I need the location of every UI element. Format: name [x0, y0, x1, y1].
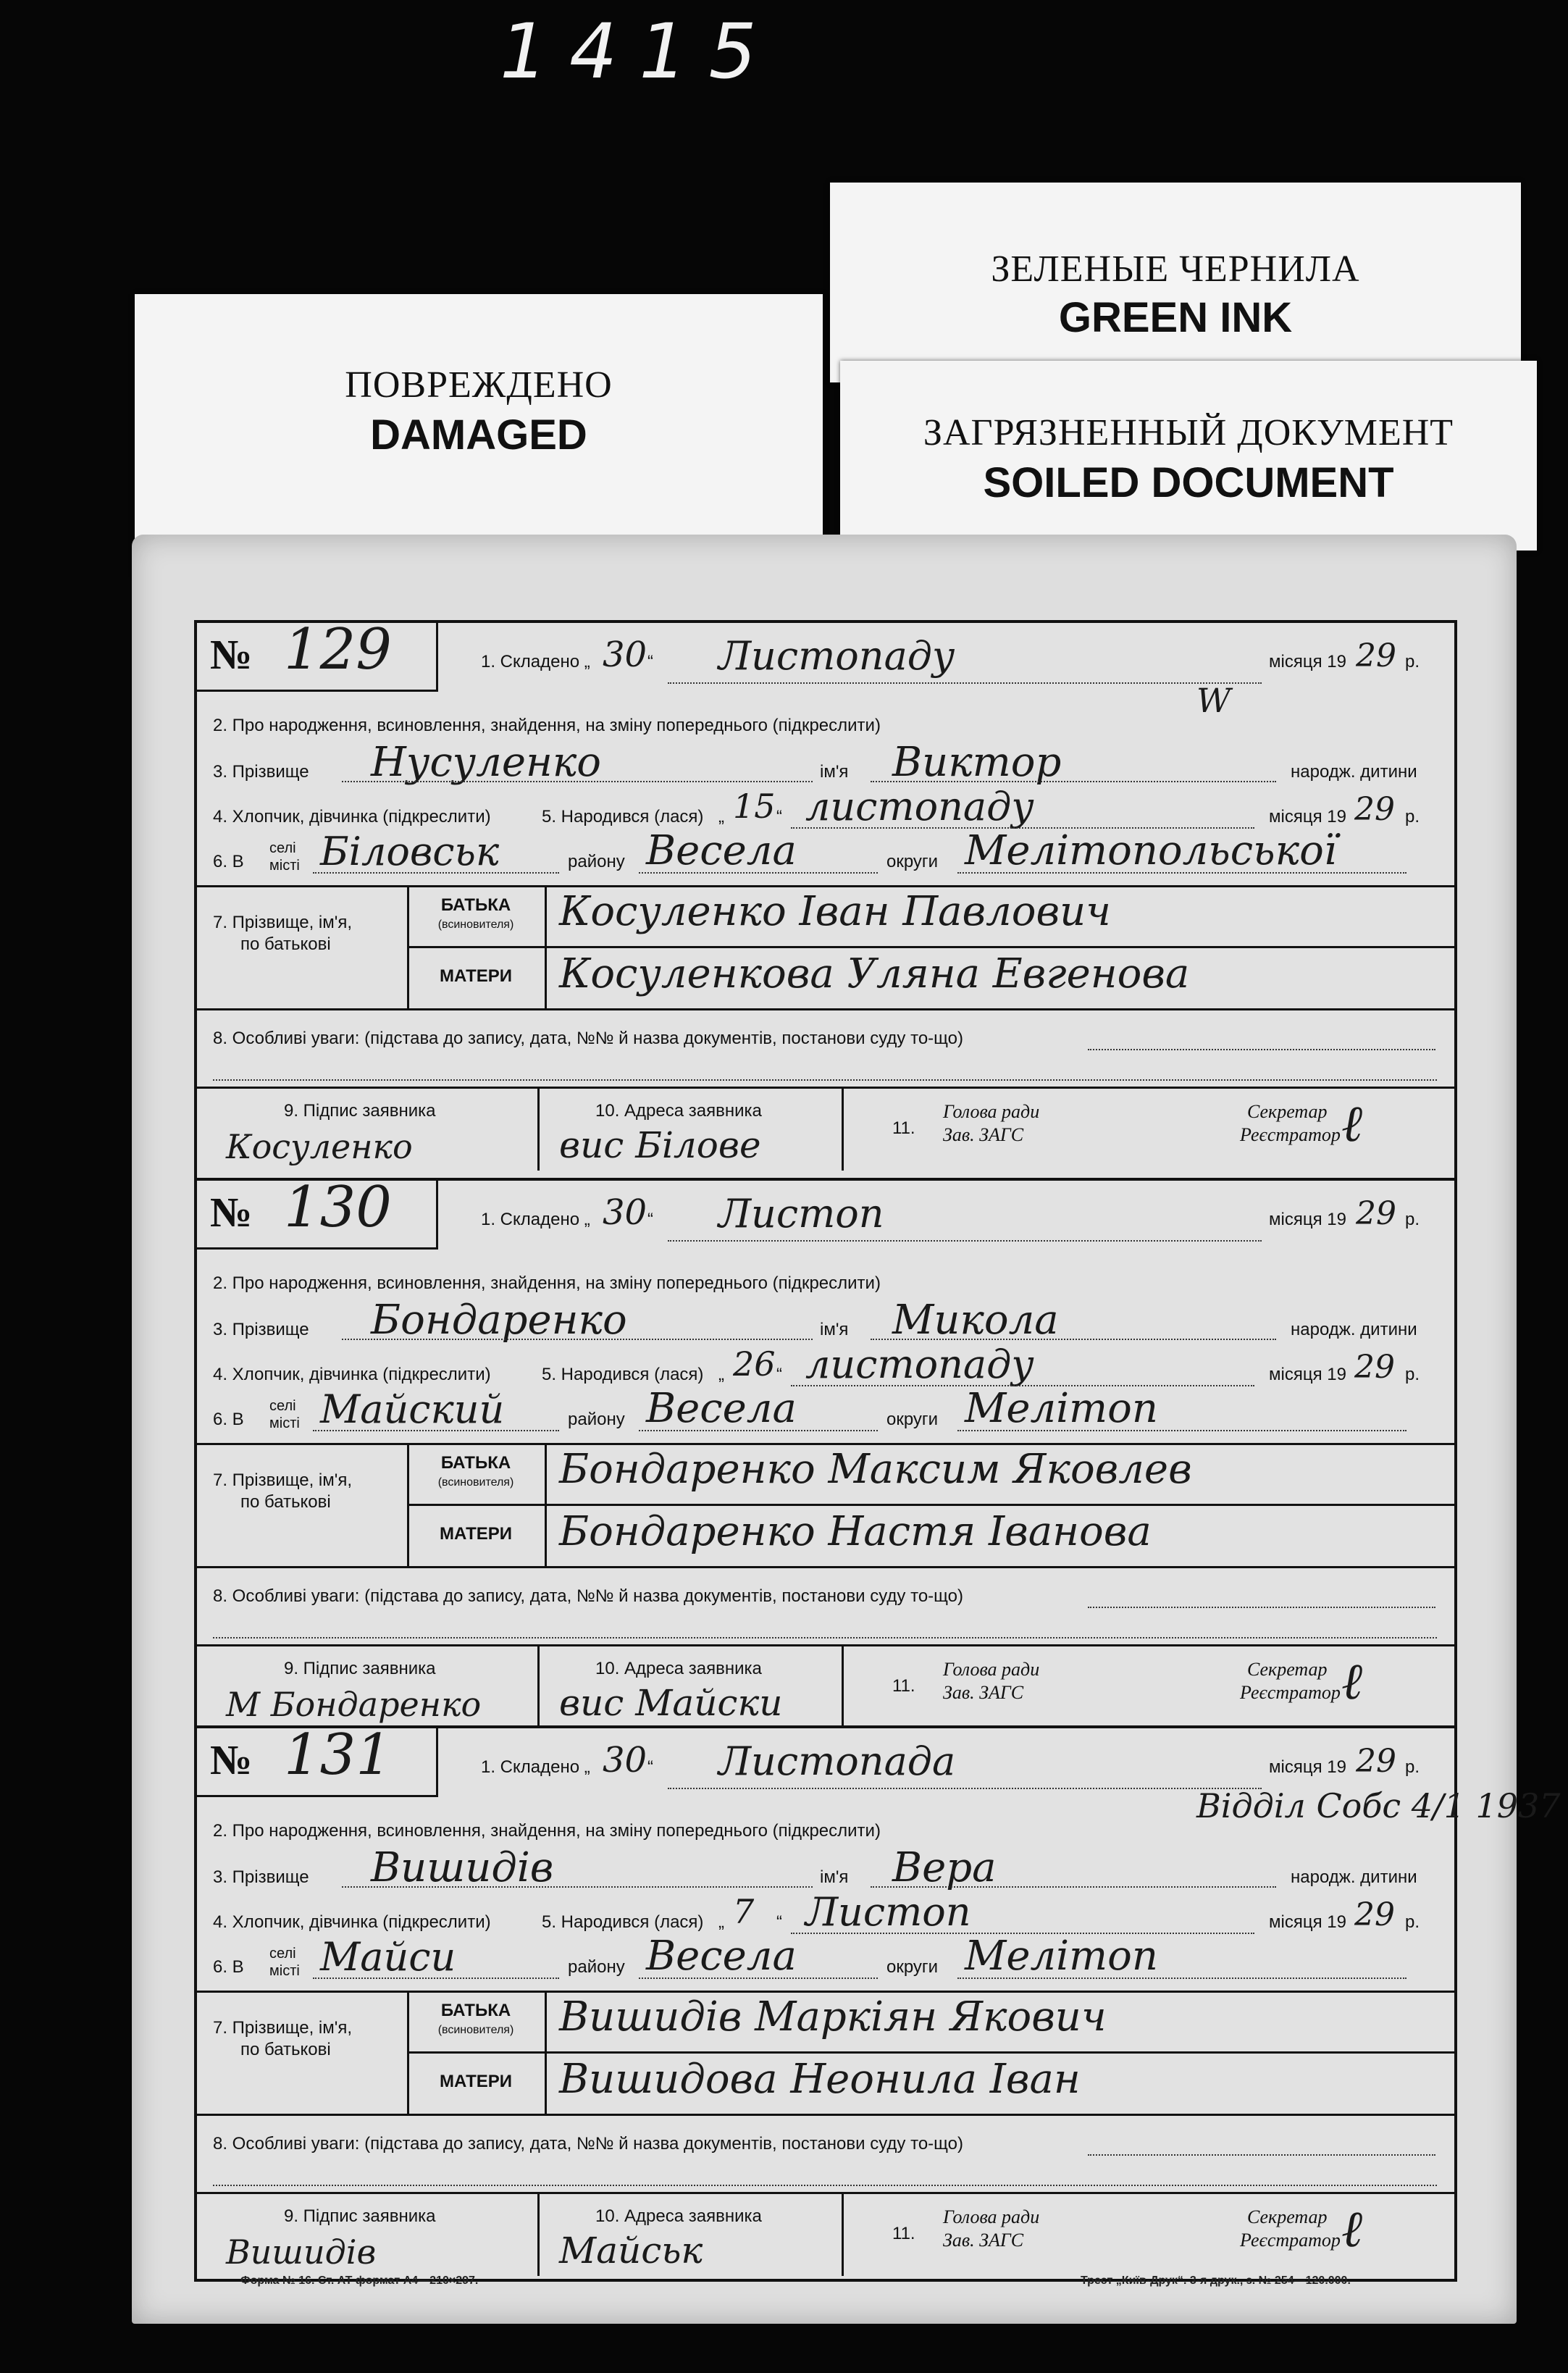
notes-label: 8. Особливі уваги: (підстава до запису, дата, №№ й назва документів, постанови суду то-що) — [213, 2134, 963, 2154]
given-name-line — [871, 1339, 1276, 1340]
sex-label: 4. Хлопчик, дівчинка (підкреслити) — [213, 1365, 491, 1384]
signature-label: 9. Підпис заявника — [284, 2206, 436, 2226]
surname-label: 3. Прізвище — [213, 762, 309, 782]
applicant-signature: М Бондаренко — [226, 1685, 482, 1724]
surname-value: Нусуленко — [371, 739, 602, 786]
child-label: народж. дитини — [1291, 762, 1417, 782]
compiled-day: 30 — [603, 1192, 647, 1233]
damaged-label-en: DAMAGED — [370, 411, 587, 459]
district-line — [639, 872, 878, 874]
compiled-month: Листопада — [718, 1738, 956, 1784]
sex-label: 4. Хлопчик, дівчинка (підкреслити) — [213, 1912, 491, 1932]
surname-label: 3. Прізвище — [213, 1320, 309, 1339]
born-label: 5. Народився (лася) — [542, 1912, 704, 1932]
address-label: 10. Адреса заявника — [595, 1659, 762, 1678]
born-quote-open: „ — [718, 1912, 724, 1932]
district-value: Весела — [646, 827, 797, 874]
divider — [407, 2051, 1454, 2054]
given-name-value: Микола — [892, 1297, 1059, 1344]
soiled-label-ru: ЗАГРЯЗНЕННЫЙ ДОКУМЕНТ — [923, 412, 1454, 453]
divider — [407, 946, 1454, 948]
born-month: Листоп — [805, 1889, 971, 1935]
birth-record — [194, 1723, 1561, 2282]
soiled-label-en: SOILED DOCUMENT — [983, 459, 1394, 506]
divider — [197, 1566, 1454, 1568]
record-number-box — [197, 1723, 438, 1797]
born-year: 29 — [1354, 791, 1395, 828]
record-number: 130 — [284, 1175, 392, 1240]
damaged-label-ru: ПОВРЕЖДЕНО — [345, 364, 613, 406]
divider — [537, 1087, 540, 1171]
okrug-label: округи — [886, 1957, 939, 1977]
born-quote-open: „ — [718, 1365, 724, 1384]
child-label: народж. дитини — [1291, 1867, 1417, 1887]
born-month-label: місяця 19 — [1269, 1912, 1346, 1932]
child-label: народж. дитини — [1291, 1320, 1417, 1339]
born-quote-close: “ — [776, 1912, 782, 1932]
surname-value: Вишидів — [371, 1844, 554, 1891]
full-name-label-2: по батькові — [240, 2040, 331, 2059]
divider — [197, 1991, 1454, 1993]
okrug-line — [957, 1430, 1406, 1431]
place-label: 6. В — [213, 852, 244, 871]
birth-record — [194, 1175, 1457, 1731]
item-11-label: 11. — [892, 1118, 915, 1138]
born-quote-close: “ — [776, 807, 782, 826]
mother-value: Косуленкова Уляна Евгенова — [559, 950, 1190, 997]
compiled-month-line — [668, 682, 1262, 684]
margin-mark: W — [1196, 681, 1231, 720]
divider — [407, 1504, 1454, 1506]
number-sign: № — [210, 1736, 253, 1783]
compiled-month: Листопаду — [718, 633, 955, 679]
divider — [842, 1087, 844, 1171]
divider — [842, 2192, 844, 2276]
village-value: Майси — [320, 1934, 456, 1980]
divider — [197, 885, 1454, 887]
head-label: Голова ради — [943, 1659, 1040, 1680]
signature-label: 9. Підпис заявника — [284, 1101, 436, 1121]
full-name-label-1: 7. Прізвище, ім'я, — [213, 913, 353, 932]
record-number: 131 — [284, 1723, 392, 1788]
father-sub-label: (всиновителя) — [437, 918, 514, 931]
zags-label: Зав. ЗАГС — [943, 2230, 1024, 2251]
surname-line — [342, 1886, 813, 1888]
record-number: 129 — [284, 617, 392, 682]
number-sign: № — [210, 1189, 253, 1236]
divider — [537, 2192, 540, 2276]
full-name-label-1: 7. Прізвище, ім'я, — [213, 2018, 353, 2038]
head-label: Голова ради — [943, 2206, 1040, 2227]
father-label: БАТЬКА — [440, 1453, 511, 1473]
year-suffix: р. — [1405, 1210, 1420, 1229]
district-value: Весела — [646, 1933, 797, 1980]
full-name-label-1: 7. Прізвище, ім'я, — [213, 1470, 353, 1490]
village-line — [313, 872, 559, 874]
born-quote-close: “ — [776, 1365, 782, 1384]
village-line — [313, 1430, 559, 1431]
divider — [197, 2114, 1454, 2116]
born-day: 15 — [733, 787, 776, 826]
applicant-address: Майськ — [559, 2230, 703, 2272]
applicant-signature: Вишидів — [226, 2232, 377, 2272]
secretary-label: Секретар — [1247, 1659, 1328, 1680]
surname-label: 3. Прізвище — [213, 1867, 309, 1887]
official-signature-mark: ℓ — [1341, 1094, 1363, 1153]
head-label: Голова ради — [943, 1101, 1040, 1122]
district-line — [639, 1978, 878, 1979]
compiled-quote: “ — [647, 1757, 653, 1777]
year-suffix: р. — [1405, 1757, 1420, 1777]
born-year-suffix: р. — [1405, 1365, 1420, 1384]
village-value: Біловськ — [320, 829, 500, 874]
born-year-suffix: р. — [1405, 1912, 1420, 1932]
divider — [537, 1644, 540, 1728]
divider — [197, 1008, 1454, 1010]
okrug-line — [957, 1978, 1406, 1979]
born-month-label: місяця 19 — [1269, 807, 1346, 826]
official-signature-mark: ℓ — [1341, 1652, 1363, 1711]
compiled-label: 1. Складено „ — [481, 652, 590, 671]
compiled-quote: “ — [647, 652, 653, 671]
father-value: Косуленко Іван Павлович — [559, 888, 1112, 935]
born-month-label: місяця 19 — [1269, 1365, 1346, 1384]
father-value: Вишидів Маркіян Якович — [559, 1993, 1107, 2041]
notes-line — [213, 2185, 1437, 2186]
official-signature-mark: ℓ — [1341, 2199, 1363, 2259]
number-sign: № — [210, 631, 253, 678]
record-number-box — [197, 617, 438, 692]
surname-line — [342, 781, 813, 782]
compiled-year: 29 — [1356, 1195, 1396, 1232]
sex-label: 4. Хлопчик, дівчинка (підкреслити) — [213, 807, 491, 826]
given-name-label: ім'я — [820, 1320, 849, 1339]
okrug-value: Мелітоп — [965, 1385, 1158, 1432]
village-line — [313, 1978, 559, 1979]
compiled-quote: “ — [647, 1210, 653, 1229]
event-type-label: 2. Про народження, всиновлення, знайдення, на зміну попереднього (підкреслити) — [213, 716, 881, 735]
notes-line — [213, 1637, 1437, 1638]
given-name-value: Вера — [892, 1844, 997, 1891]
okrug-value: Мелітоп — [965, 1933, 1158, 1980]
town-label: місті — [269, 858, 300, 874]
full-name-label-2: по батькові — [240, 1492, 331, 1512]
compiled-month-line — [668, 1240, 1262, 1242]
notes-line — [1088, 1607, 1435, 1608]
father-sub-label: (всиновителя) — [437, 1476, 514, 1489]
birth-record — [194, 617, 1457, 1184]
compiled-month: Листоп — [718, 1191, 884, 1236]
divider — [197, 1087, 1454, 1089]
mother-value: Вишидова Неонила Іван — [559, 2056, 1081, 2103]
notes-line — [1088, 1049, 1435, 1050]
father-value: Бондаренко Максим Яковлев — [559, 1446, 1192, 1493]
secretary-label: Секретар — [1247, 1101, 1328, 1122]
district-label: району — [568, 1957, 625, 1977]
compiled-day: 30 — [603, 635, 647, 675]
given-name-line — [871, 1886, 1276, 1888]
compiled-label: 1. Складено „ — [481, 1757, 590, 1777]
mother-label: МАТЕРИ — [439, 1524, 513, 1544]
given-name-label: ім'я — [820, 1867, 849, 1887]
month-label: місяця 19 — [1269, 1210, 1346, 1229]
mother-value: Бондаренко Настя Іванова — [559, 1508, 1152, 1555]
given-name-label: ім'я — [820, 762, 849, 782]
divider — [197, 1443, 1454, 1445]
born-year-suffix: р. — [1405, 807, 1420, 826]
form-footer-left: Форма № 16. Ст. АТ формат А4—210×297. — [240, 2274, 479, 2287]
applicant-signature: Косуленко — [226, 1127, 413, 1166]
place-label: 6. В — [213, 1957, 244, 1977]
district-line — [639, 1430, 878, 1431]
compiled-year: 29 — [1356, 637, 1396, 674]
registrar-label: Реєстратор — [1240, 1682, 1341, 1703]
born-year: 29 — [1354, 1349, 1395, 1386]
event-type-label: 2. Про народження, всиновлення, знайдення, на зміну попереднього (підкреслити) — [213, 1821, 881, 1841]
given-name-value: Виктор — [892, 739, 1062, 786]
registrar-label: Реєстратор — [1240, 1124, 1341, 1145]
soiled-document-label — [840, 361, 1537, 551]
given-name-line — [871, 781, 1276, 782]
item-11-label: 11. — [892, 1676, 915, 1696]
zags-label: Зав. ЗАГС — [943, 1682, 1024, 1703]
notes-line — [213, 1079, 1437, 1081]
form-footer-right: Трест „Київ-Друк“. 3-я друк., з. № 254—120.000. — [1081, 2274, 1351, 2287]
father-label: БАТЬКА — [440, 895, 511, 915]
town-label: місті — [269, 1415, 300, 1431]
village-label: селі — [269, 1946, 296, 1962]
green-ink-label-ru: ЗЕЛЕНЫЕ ЧЕРНИЛА — [991, 248, 1360, 290]
month-label: місяця 19 — [1269, 652, 1346, 671]
village-label: селі — [269, 840, 296, 856]
registrar-label: Реєстратор — [1240, 2230, 1341, 2251]
okrug-line — [957, 872, 1406, 874]
divider — [197, 2192, 1454, 2194]
compiled-label: 1. Складено „ — [481, 1210, 590, 1229]
born-month: листопаду — [805, 1342, 1034, 1387]
born-year: 29 — [1354, 1896, 1395, 1933]
address-label: 10. Адреса заявника — [595, 1101, 762, 1121]
green-ink-label-en: GREEN INK — [1058, 294, 1293, 341]
item-11-label: 11. — [892, 2224, 915, 2243]
compiled-month-line — [668, 1788, 1262, 1789]
okrug-label: округи — [886, 1410, 939, 1429]
okrug-value: Мелітопольської — [965, 827, 1337, 874]
secretary-label: Секретар — [1247, 2206, 1328, 2227]
notes-label: 8. Особливі уваги: (підстава до запису, дата, №№ й назва документів, постанови суду то-що) — [213, 1586, 963, 1606]
month-label: місяця 19 — [1269, 1757, 1346, 1777]
address-label: 10. Адреса заявника — [595, 2206, 762, 2226]
surname-line — [342, 1339, 813, 1340]
year-suffix: р. — [1405, 652, 1420, 671]
born-day: 26 — [733, 1344, 776, 1384]
father-sub-label: (всиновителя) — [437, 2024, 514, 2036]
applicant-address: вис Майски — [559, 1682, 783, 1724]
district-label: району — [568, 852, 625, 871]
notes-label: 8. Особливі уваги: (підстава до запису, дата, №№ й назва документів, постанови суду то-що) — [213, 1029, 963, 1048]
district-label: району — [568, 1410, 625, 1429]
signature-label: 9. Підпис заявника — [284, 1659, 436, 1678]
father-label: БАТЬКА — [440, 2001, 511, 2020]
born-month: листопаду — [805, 784, 1034, 829]
town-label: місті — [269, 1963, 300, 1979]
born-quote-open: „ — [718, 807, 724, 826]
born-label: 5. Народився (лася) — [542, 1365, 704, 1384]
divider — [842, 1644, 844, 1728]
village-label: селі — [269, 1398, 296, 1414]
margin-mark: Відділ Собс 4/1 1937 — [1196, 1786, 1561, 1825]
mother-label: МАТЕРИ — [439, 2072, 513, 2091]
village-value: Майский — [320, 1386, 505, 1432]
record-number-box — [197, 1175, 438, 1250]
notes-line — [1088, 2154, 1435, 2156]
compiled-year: 29 — [1356, 1743, 1396, 1780]
green-ink-label — [830, 183, 1521, 382]
mother-label: МАТЕРИ — [439, 966, 513, 986]
place-label: 6. В — [213, 1410, 244, 1429]
okrug-label: округи — [886, 852, 939, 871]
compiled-day: 30 — [603, 1740, 647, 1780]
surname-value: Бондаренко — [371, 1297, 627, 1344]
applicant-address: вис Білове — [559, 1124, 761, 1166]
event-type-label: 2. Про народження, всиновлення, знайдення, на зміну попереднього (підкреслити) — [213, 1273, 881, 1293]
district-value: Весела — [646, 1385, 797, 1432]
born-label: 5. Народився (лася) — [542, 807, 704, 826]
full-name-label-2: по батькові — [240, 934, 331, 954]
zags-label: Зав. ЗАГС — [943, 1124, 1024, 1145]
born-day: 7 — [733, 1892, 755, 1931]
archive-number: 1415 — [500, 7, 779, 96]
divider — [197, 1644, 1454, 1646]
